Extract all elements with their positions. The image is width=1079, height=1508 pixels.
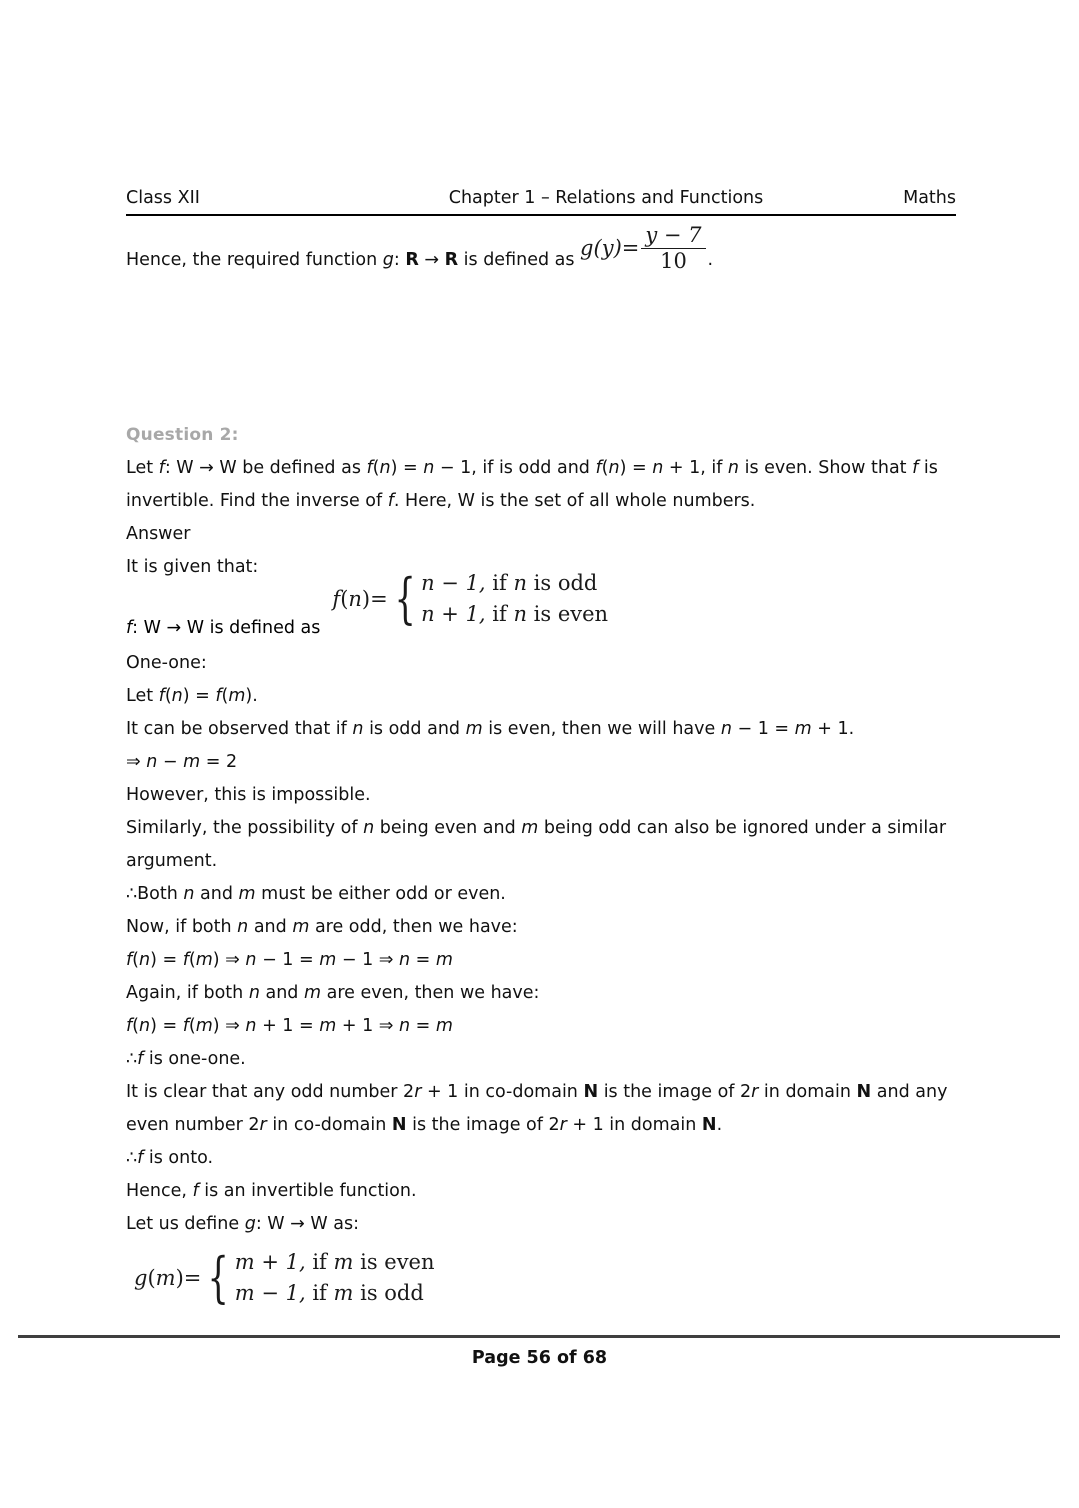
gm-case-odd-if: if — [305, 1281, 334, 1306]
similarly-line: Similarly, the possibility of n being even and m being odd can also be ignored under a similar argument. — [126, 817, 947, 871]
gm-equals: = — [183, 1266, 202, 1291]
fn-cases — [418, 568, 608, 631]
header-divider — [126, 214, 956, 216]
hence-arrow: → — [418, 249, 445, 270]
gm-formula-block — [126, 1241, 956, 1310]
gm-case-even-var: m — [333, 1249, 354, 1274]
header-class-label: Class XII — [126, 188, 200, 208]
fn-case-odd-var: n — [513, 570, 527, 595]
fn-case-even-if: if — [485, 602, 514, 627]
gm-case-odd — [235, 1278, 435, 1310]
answer-label: Answer — [126, 523, 191, 544]
gm-rparen: ) — [175, 1266, 184, 1291]
onto-argument-line: It is clear that any odd number 2r + 1 in co-domain N is the image of 2r in domain N and any even number 2r in co-domain N is the image of 2r + 1 in domain N. — [126, 1081, 948, 1135]
page-content — [126, 223, 956, 1310]
observation-line: It can be observed that if n is odd and m is even, then we will have n − 1 = m + 1. — [126, 718, 855, 739]
let-fn-equals-fm-line: Let f(n) = f(m). — [126, 685, 258, 706]
fn-lparen: ( — [340, 587, 349, 612]
even-equation-line: f(n) = f(m) ⇒ n + 1 = m + 1 ⇒ n = m — [126, 1015, 453, 1036]
implies-n-minus-m-line: ⇒ n − m = 2 — [126, 751, 238, 772]
gy-rparen: ) — [613, 235, 622, 260]
left-brace-icon: { — [394, 567, 416, 631]
f-is-onto-line: ∴f is onto. — [126, 1147, 214, 1168]
page-header — [126, 186, 956, 211]
gm-arg: m — [155, 1266, 176, 1291]
hence-period: . — [707, 249, 714, 270]
spacer — [126, 363, 956, 419]
gy-equals: = — [621, 235, 640, 260]
gm-lhs — [134, 1266, 203, 1290]
now-both-odd-line: Now, if both n and m are odd, then we have: — [126, 916, 518, 937]
odd-equation-line: f(n) = f(m) ⇒ n − 1 = m − 1 ⇒ n = m — [126, 949, 453, 970]
header-subject-label: Maths — [903, 188, 956, 208]
spacer — [126, 285, 956, 363]
page-number-label: Page 56 of 68 — [471, 1348, 608, 1368]
gm-lparen: ( — [147, 1266, 156, 1291]
hence-colon: : — [393, 249, 406, 270]
both-odd-or-even-line: ∴Both n and m must be either odd or even. — [126, 883, 506, 904]
hence-codomain-R: R — [444, 249, 459, 270]
hence-prefix-text: Hence, the required function — [126, 249, 383, 270]
impossible-line: However, this is impossible. — [126, 784, 371, 805]
gm-case-odd-expr: m − 1, — [234, 1281, 306, 1306]
it-is-given-label: It is given that: — [126, 556, 259, 577]
gy-formula — [580, 224, 708, 273]
hence-g-symbol: g — [382, 249, 394, 270]
header-chapter-title: Chapter 1 – Relations and Functions — [448, 188, 764, 208]
question-text: Let f: W → W be defined as f(n) = n − 1, if is odd and f(n) = n + 1, if n is even. Show that f is invertible. Find the inverse of f. Here, W is the set of all whole numbers. — [126, 457, 938, 511]
fn-lhs — [332, 587, 389, 611]
gm-case-even-cond: is even — [353, 1249, 435, 1274]
fn-case-even — [421, 599, 608, 631]
fn-case-odd-expr: n − 1, — [421, 570, 486, 595]
question-label: Question 2: — [126, 424, 239, 445]
gm-case-even-expr: m + 1, — [234, 1249, 306, 1274]
one-one-label: One-one: — [126, 652, 207, 673]
fn-rparen: ) — [361, 587, 371, 612]
fn-piecewise-holder — [320, 568, 608, 631]
gy-lparen: ( — [593, 235, 602, 260]
fn-equals: = — [370, 587, 388, 612]
footer-divider — [18, 1335, 1060, 1338]
define-g-line: Let us define g: W → W as: — [126, 1213, 359, 1234]
gm-cases — [232, 1247, 435, 1310]
gm-case-even-if: if — [305, 1249, 334, 1274]
gy-lhs: g — [580, 235, 594, 260]
gy-numerator: y − 7 — [645, 223, 702, 247]
hence-suffix-text: is defined as — [458, 249, 581, 270]
gm-case-odd-cond: is odd — [353, 1281, 424, 1306]
f-invertible-line: Hence, f is an invertible function. — [126, 1180, 417, 1201]
hence-domain-R: R — [405, 249, 419, 270]
gy-arg: y — [601, 235, 614, 260]
fn-case-even-expr: n + 1, — [421, 602, 486, 627]
fn-f-symbol: f — [332, 587, 341, 612]
fn-case-odd-cond: is odd — [526, 570, 598, 595]
gm-case-even — [235, 1247, 435, 1279]
gy-fraction — [641, 224, 705, 273]
fn-case-even-var: n — [513, 602, 527, 627]
f-is-one-one-line: ∴f is one-one. — [126, 1048, 246, 1069]
hence-required-function-line — [126, 223, 956, 285]
again-both-even-line: Again, if both n and m are even, then we have: — [126, 982, 540, 1003]
gy-denominator: 10 — [660, 249, 687, 274]
fn-case-even-cond: is even — [526, 602, 609, 627]
fn-formula — [332, 568, 608, 631]
gm-g-symbol: g — [134, 1266, 148, 1291]
fn-arg: n — [348, 587, 362, 612]
f-defined-label: f: W → W is defined as — [126, 617, 321, 638]
left-brace-icon: { — [207, 1246, 230, 1310]
fn-case-odd — [421, 568, 608, 600]
gm-formula — [134, 1247, 435, 1310]
f-definition-row — [126, 567, 956, 647]
fn-case-odd-if: if — [485, 570, 514, 595]
gm-case-odd-var: m — [333, 1281, 354, 1306]
